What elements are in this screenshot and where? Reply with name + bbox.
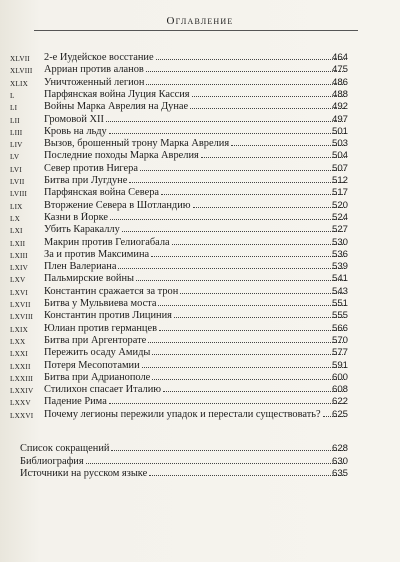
appendix-entry bbox=[0, 456, 400, 468]
toc-entry bbox=[0, 64, 400, 76]
dot-leader bbox=[152, 379, 345, 380]
chapter-number: LXXI bbox=[10, 350, 28, 359]
dot-leader bbox=[172, 244, 345, 245]
entry-page-number: 630 bbox=[331, 455, 348, 467]
entry-page-number: 512 bbox=[331, 175, 348, 186]
dot-leader bbox=[110, 219, 345, 220]
entry-line bbox=[44, 310, 345, 322]
dot-leader bbox=[122, 231, 345, 232]
chapter-number: LXIII bbox=[10, 251, 28, 260]
dot-leader bbox=[136, 280, 345, 281]
entry-page-number: 486 bbox=[331, 76, 348, 88]
entry-line bbox=[44, 396, 345, 408]
chapter-number: LVIII bbox=[10, 190, 28, 199]
toc-entry bbox=[0, 224, 400, 236]
toc-entry bbox=[0, 249, 400, 261]
chapter-number: XLIX bbox=[10, 79, 28, 88]
entry-line bbox=[44, 200, 345, 212]
entry-page-number: 622 bbox=[331, 396, 348, 408]
entry-line bbox=[44, 286, 345, 298]
entry-title: Падение Рима bbox=[44, 396, 107, 408]
chapter-number: LII bbox=[10, 116, 20, 125]
chapter-number: LV bbox=[10, 153, 20, 162]
dot-leader bbox=[159, 330, 345, 331]
entry-line bbox=[44, 261, 345, 273]
chapter-number: LXXIV bbox=[10, 387, 34, 396]
entry-page-number: 524 bbox=[331, 211, 348, 223]
entry-page-number: 608 bbox=[331, 384, 348, 396]
dot-leader bbox=[111, 450, 345, 451]
entry-title: Битва при Адрианополе bbox=[44, 371, 151, 383]
chapter-number: LIII bbox=[10, 128, 23, 137]
entry-title: Пережить осаду Амиды bbox=[44, 347, 151, 359]
toc-entry bbox=[0, 409, 400, 421]
entry-line bbox=[44, 52, 345, 64]
chapter-number: LI bbox=[10, 104, 18, 113]
entry-page-number: 517 bbox=[331, 187, 348, 199]
dot-leader bbox=[149, 475, 345, 476]
entry-title: Парфянская война Севера bbox=[44, 187, 160, 199]
entry-line bbox=[44, 323, 345, 335]
chapter-number: LXXII bbox=[10, 362, 31, 371]
dot-leader bbox=[161, 194, 345, 195]
entry-page-number: 600 bbox=[331, 371, 348, 383]
toc-entry bbox=[0, 126, 400, 138]
entry-title: Почему легионы пережили упадок и перестали существовать? bbox=[44, 408, 321, 420]
dot-leader bbox=[148, 342, 345, 343]
entry-page-number: 536 bbox=[331, 248, 348, 260]
entry-title: 2-е Иудейское восстание bbox=[44, 52, 154, 63]
appendix-entry bbox=[0, 443, 400, 455]
entry-line bbox=[44, 187, 345, 199]
entry-line bbox=[44, 409, 345, 421]
entry-title: Пальмирские войны bbox=[44, 273, 135, 285]
entry-title: Константин сражается за трон bbox=[44, 285, 179, 297]
entry-page-number: 504 bbox=[331, 150, 348, 162]
dot-leader bbox=[140, 170, 345, 171]
header-rule bbox=[34, 30, 358, 31]
dot-leader bbox=[106, 121, 345, 122]
toc-entry bbox=[0, 360, 400, 372]
entry-line bbox=[44, 101, 345, 113]
toc-entry bbox=[0, 89, 400, 101]
dot-leader bbox=[156, 59, 345, 60]
entry-title: Вызов, брошенный трону Марка Аврелия bbox=[44, 138, 230, 150]
toc-entry bbox=[0, 261, 400, 273]
chapter-number: LX bbox=[10, 214, 20, 223]
entry-page-number: 488 bbox=[331, 88, 348, 100]
dot-leader bbox=[129, 182, 345, 183]
entry-title: Последние походы Марка Аврелия bbox=[44, 150, 199, 162]
entry-title: Север против Нигера bbox=[44, 162, 138, 174]
toc-entry bbox=[0, 163, 400, 175]
entry-page-number: 566 bbox=[331, 322, 348, 334]
entry-page-number: 503 bbox=[331, 138, 348, 150]
appendix-entry bbox=[0, 468, 400, 480]
entry-line bbox=[44, 212, 345, 224]
entry-page-number: 520 bbox=[331, 199, 348, 211]
chapter-number: LXI bbox=[10, 227, 23, 236]
toc-entry bbox=[0, 384, 400, 396]
entry-page-number: 539 bbox=[331, 261, 348, 273]
toc-entry bbox=[0, 200, 400, 212]
entry-title: Парфянская война Луция Кассия bbox=[44, 88, 190, 100]
entry-page-number: 497 bbox=[331, 113, 348, 125]
dot-leader bbox=[118, 268, 345, 269]
chapter-number: LXIV bbox=[10, 264, 28, 273]
toc-entry bbox=[0, 273, 400, 285]
entry-line bbox=[44, 347, 345, 359]
toc-entry bbox=[0, 310, 400, 322]
chapter-number: LVII bbox=[10, 178, 25, 186]
entry-line bbox=[44, 138, 345, 150]
toc-entry bbox=[0, 237, 400, 249]
entry-page-number: 543 bbox=[331, 285, 348, 297]
entry-line bbox=[44, 126, 345, 138]
chapter-number: LXXV bbox=[10, 399, 31, 408]
entry-page-number: 591 bbox=[331, 359, 348, 371]
chapter-number: LXIX bbox=[10, 325, 28, 334]
chapter-number: XLVIII bbox=[10, 67, 33, 76]
entry-line bbox=[44, 150, 345, 162]
toc-entry bbox=[0, 114, 400, 126]
chapter-number: L bbox=[10, 91, 15, 100]
page-header: Оглавление bbox=[166, 15, 234, 27]
entry-title: Юлиан против германцев bbox=[44, 322, 158, 334]
toc-entry bbox=[0, 175, 400, 187]
chapter-number: LXVI bbox=[10, 288, 28, 297]
chapter-number: LXII bbox=[10, 239, 26, 248]
entry-line bbox=[44, 77, 345, 89]
entry-page-number: 541 bbox=[331, 273, 348, 285]
entry-line bbox=[44, 175, 345, 187]
chapter-number: LVI bbox=[10, 165, 22, 174]
entry-line bbox=[20, 456, 345, 468]
dot-leader bbox=[109, 133, 345, 134]
toc-entry bbox=[0, 286, 400, 298]
toc-entry bbox=[0, 52, 400, 64]
dot-leader bbox=[151, 256, 345, 257]
entry-line bbox=[44, 114, 345, 126]
entry-page-number: 555 bbox=[331, 310, 348, 322]
entry-title: Казни в Йорке bbox=[44, 211, 109, 223]
entry-line bbox=[44, 224, 345, 236]
dot-leader bbox=[146, 84, 345, 85]
entry-line bbox=[44, 360, 345, 372]
chapter-number: LIV bbox=[10, 141, 23, 150]
entry-title: Убить Каракаллу bbox=[44, 224, 120, 236]
entry-line bbox=[20, 468, 345, 480]
entry-title: Источники на русском языке bbox=[20, 468, 148, 480]
entry-line bbox=[44, 249, 345, 261]
chapter-number: XLVII bbox=[10, 55, 30, 63]
entry-title: Вторжение Севера в Шотландию bbox=[44, 199, 191, 211]
dot-leader bbox=[152, 354, 345, 355]
entry-line bbox=[20, 443, 345, 455]
entry-line bbox=[44, 89, 345, 101]
toc-entry bbox=[0, 138, 400, 150]
entry-title: Библиография bbox=[20, 455, 84, 467]
chapter-number: LXVIII bbox=[10, 313, 34, 322]
entry-title: Константин против Лициния bbox=[44, 310, 172, 322]
entry-title: Битва при Лугдуне bbox=[44, 175, 128, 186]
entry-line bbox=[44, 163, 345, 175]
entry-line bbox=[44, 237, 345, 249]
chapter-number: LXVII bbox=[10, 301, 31, 309]
toc-entry bbox=[0, 150, 400, 162]
entry-line bbox=[44, 335, 345, 347]
entry-title: За и против Максимина bbox=[44, 248, 150, 260]
entry-title: Плен Валериана bbox=[44, 261, 117, 273]
entry-title: Войны Марка Аврелия на Дунае bbox=[44, 101, 189, 113]
entry-title: Громовой XII bbox=[44, 113, 104, 125]
entry-page-number: 501 bbox=[331, 125, 348, 137]
entry-line bbox=[44, 372, 345, 384]
toc-entry bbox=[0, 187, 400, 199]
entry-title: Битва у Мульвиева моста bbox=[44, 298, 157, 309]
chapter-number: LIX bbox=[10, 202, 23, 211]
toc-entry bbox=[0, 212, 400, 224]
chapter-number: LXXVI bbox=[10, 411, 34, 420]
chapter-number: LXX bbox=[10, 337, 26, 346]
entry-page-number: 570 bbox=[331, 334, 348, 346]
toc-entry bbox=[0, 335, 400, 347]
toc-entry bbox=[0, 372, 400, 384]
entry-page-number: 551 bbox=[331, 298, 348, 309]
entry-page-number: 492 bbox=[331, 101, 348, 113]
entry-page-number: 530 bbox=[331, 236, 348, 248]
chapter-number: LXXIII bbox=[10, 374, 34, 383]
toc-entry bbox=[0, 323, 400, 335]
entry-page-number: 475 bbox=[331, 64, 348, 76]
dot-leader bbox=[86, 463, 345, 464]
entry-line bbox=[44, 64, 345, 76]
entry-line bbox=[44, 384, 345, 396]
dot-leader bbox=[158, 305, 345, 306]
toc-entry bbox=[0, 101, 400, 113]
chapter-number: LXV bbox=[10, 276, 26, 285]
entry-title: Кровь на льду bbox=[44, 125, 107, 137]
toc-entry bbox=[0, 77, 400, 89]
entry-title: Макрин против Гелиогабала bbox=[44, 236, 170, 248]
toc-entry bbox=[0, 396, 400, 408]
dot-leader bbox=[146, 71, 345, 72]
entry-line bbox=[44, 273, 345, 285]
entry-page-number: 527 bbox=[331, 224, 348, 236]
entry-page-number: 625 bbox=[331, 408, 348, 420]
entry-title: Список сокращений bbox=[20, 443, 110, 454]
entry-page-number: 577 bbox=[331, 347, 348, 359]
toc-entry bbox=[0, 298, 400, 310]
entry-title: Арриан против аланов bbox=[44, 64, 144, 76]
entry-line bbox=[44, 298, 345, 310]
entry-page-number: 635 bbox=[331, 468, 348, 480]
entry-title: Битва при Аргенторате bbox=[44, 334, 147, 346]
entry-page-number: 464 bbox=[331, 52, 348, 63]
entry-page-number: 628 bbox=[331, 443, 348, 454]
entry-page-number: 507 bbox=[331, 162, 348, 174]
toc-entry bbox=[0, 347, 400, 359]
entry-title: Потеря Месопотамии bbox=[44, 359, 140, 371]
entry-title: Уничтоженный легион bbox=[44, 76, 145, 88]
entry-title: Стилихон спасает Италию bbox=[44, 384, 162, 396]
dot-leader bbox=[142, 367, 345, 368]
dot-leader bbox=[163, 391, 345, 392]
dot-leader bbox=[109, 403, 345, 404]
